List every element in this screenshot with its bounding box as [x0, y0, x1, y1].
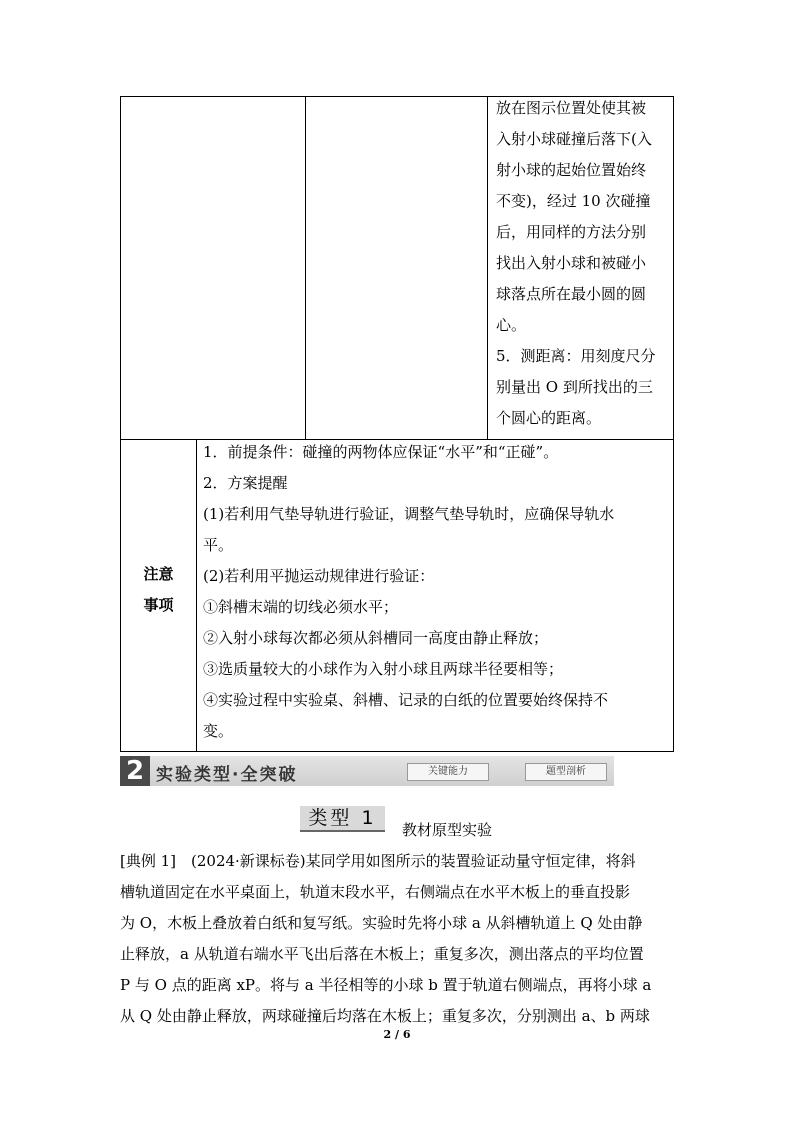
example-line: 槽轨道固定在水平桌面上，轨道末段水平，右侧端点在水平木板上的垂直投影: [120, 883, 631, 901]
section-banner: [120, 756, 614, 786]
procedure-line: 不变)，经过 10 次碰撞: [496, 192, 651, 210]
notes-label-line-1: 注意: [143, 565, 174, 583]
section-number-badge: 2: [120, 756, 150, 786]
notes-line: (2)若利用平抛运动规律进行验证：: [203, 567, 435, 585]
procedure-line: 放在图示位置处使其被: [496, 99, 647, 117]
example-line: P 与 O 点的距离 xP。将与 a 半径相等的小球 b 置于轨道右侧端点，再将小球 a: [120, 976, 652, 994]
example-line: [典例 1] (2024·新课标卷)某同学用如图所示的装置验证动量守恒定律，将斜: [120, 852, 636, 870]
procedure-line: 5．测距离：用刻度尺分: [496, 347, 656, 365]
procedure-line: 个圆心的距离。: [496, 409, 602, 427]
notes-label-line-2: 事项: [143, 596, 174, 614]
table-divider-2: [487, 97, 488, 440]
notes-line: ③选质量较大的小球作为入射小球且两球半径要相等；: [203, 660, 564, 678]
notes-line: ④实验过程中实验桌、斜槽、记录的白纸的位置要始终保持不: [203, 691, 609, 709]
experiment-table: [120, 96, 674, 752]
procedure-line: 后，用同样的方法分别: [496, 223, 647, 241]
example-line: 从 Q 处由静止释放，两球碰撞后均落在木板上；重复多次，分别测出 a、b 两球: [120, 1007, 650, 1025]
example-line: 为 O，木板上叠放着白纸和复写纸。实验时先将小球 a 从斜槽轨道上 Q 处由静: [120, 914, 643, 932]
type-label: 类型 1: [300, 806, 385, 832]
notes-label-divider: [196, 439, 197, 751]
procedure-line: 射小球的起始位置始终: [496, 161, 647, 179]
notes-line: 平。: [203, 536, 234, 554]
question-analysis-tag: 题型剖析: [525, 763, 607, 781]
type-subtitle: 教材原型实验: [402, 821, 493, 839]
key-ability-tag: 关键能力: [407, 763, 489, 781]
procedure-line: 找出入射小球和被碰小: [496, 254, 647, 272]
notes-line: ①斜槽末端的切线必须水平；: [203, 598, 399, 616]
notes-line: ②入射小球每次都必须从斜槽同一高度由静止释放；: [203, 629, 549, 647]
notes-line: 变。: [203, 722, 234, 740]
notes-line: 2．方案提醒: [203, 474, 288, 492]
notes-body: [203, 437, 673, 747]
notes-line: (1)若利用气垫导轨进行验证，调整气垫导轨时，应确保导轨水: [203, 505, 615, 523]
page-number: 2 / 6: [383, 1028, 411, 1041]
notes-line: 1．前提条件：碰撞的两物体应保证“水平”和“正碰”。: [203, 443, 559, 461]
section-title: 实验类型·全突破: [156, 765, 298, 785]
table-divider-1: [305, 97, 306, 440]
procedure-line: 入射小球碰撞后落下(入: [496, 130, 652, 148]
procedure-line: 别量出 O 到所找出的三: [496, 378, 653, 396]
example-line: 止释放，a 从轨道右端水平飞出后落在木板上；重复多次，测出落点的平均位置: [120, 945, 644, 963]
notes-label: [121, 559, 196, 621]
procedure-line: 球落点所在最小圆的圆: [496, 285, 647, 303]
procedure-line: 心。: [496, 316, 527, 334]
procedure-cell: [496, 93, 668, 434]
example-paragraph: [120, 846, 680, 1032]
